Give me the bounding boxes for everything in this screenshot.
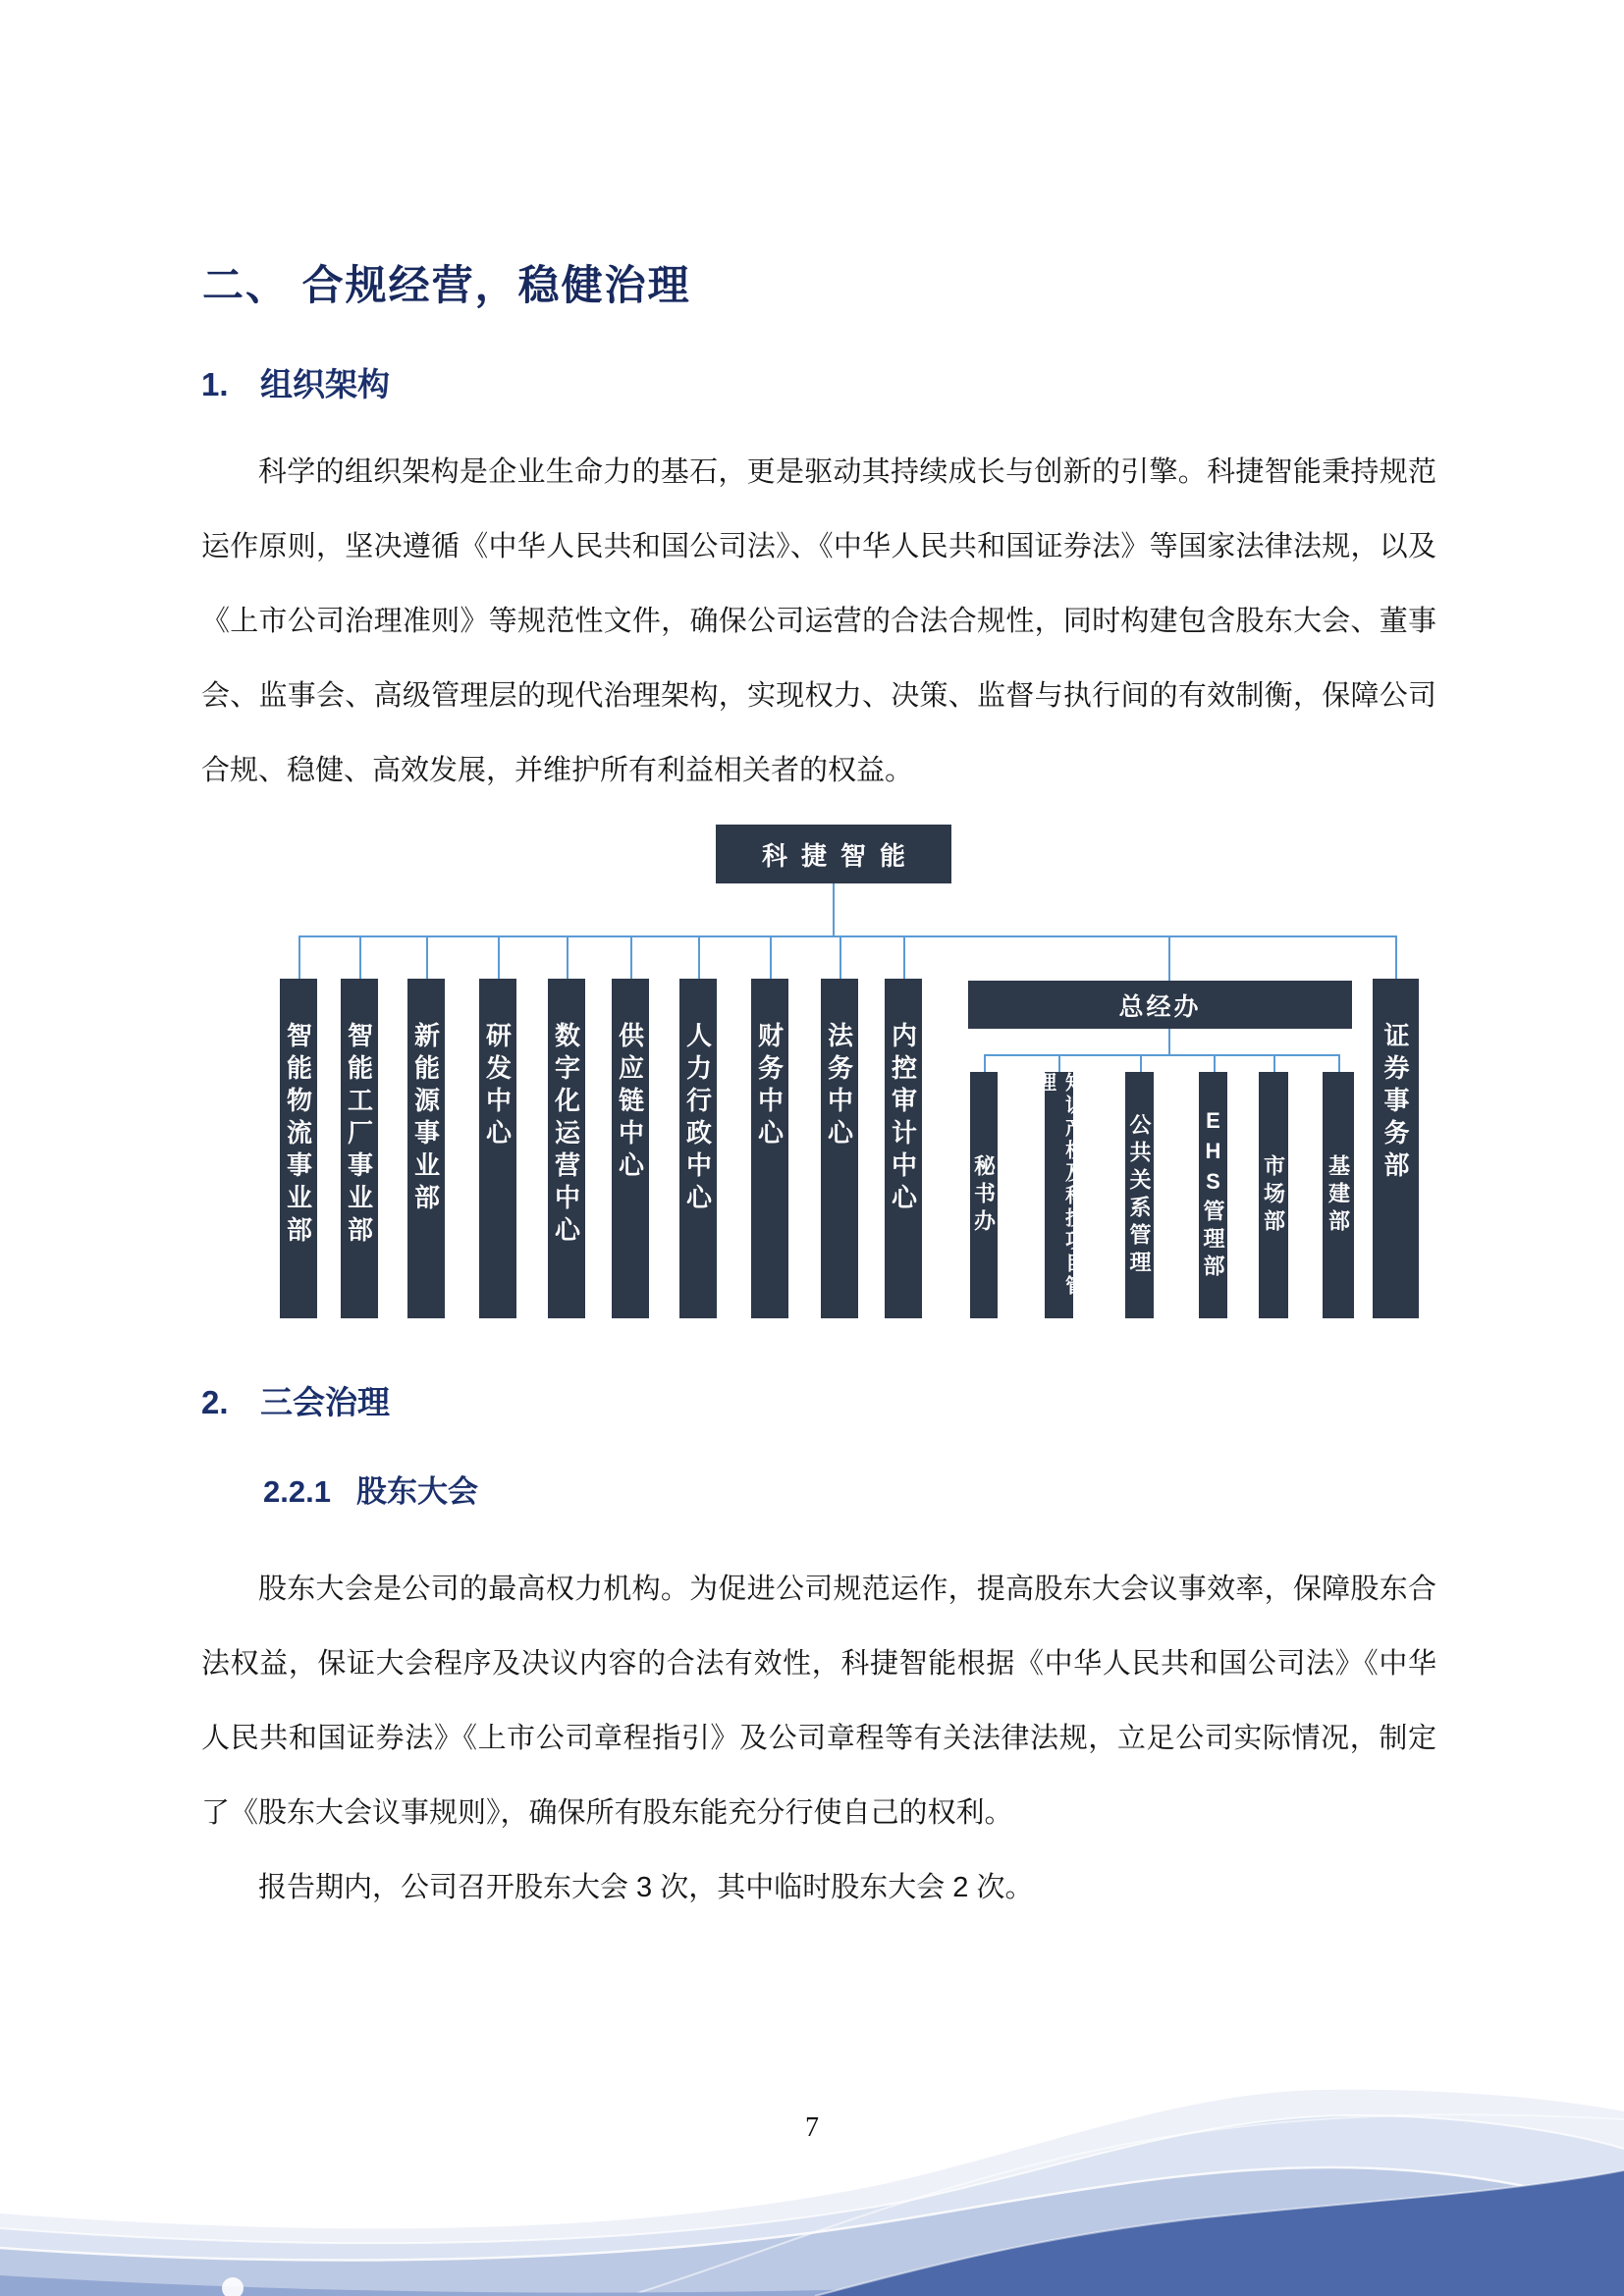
org-node-label: 科捷智能 xyxy=(761,840,919,871)
org-node-marketing-dept xyxy=(1259,1072,1288,1318)
org-node-ip-tech-project-mgmt xyxy=(1033,1072,1084,1318)
org-node-root-company xyxy=(716,825,951,883)
org-node-label: 知识产权及科技项目管理 xyxy=(1033,1072,1084,1298)
subsection-number: 2. xyxy=(201,1384,229,1420)
org-connector-substub xyxy=(1214,1054,1216,1072)
org-connector-gm-drop xyxy=(1168,1029,1170,1054)
org-connector-stub xyxy=(426,935,428,979)
org-connector-substub xyxy=(984,1054,986,1072)
org-connector-gm-rail xyxy=(984,1054,1338,1056)
org-node-securities-affairs-dept xyxy=(1373,979,1419,1318)
org-node-label: 新能源事业部 xyxy=(410,1022,441,1216)
org-node-secretary-office xyxy=(970,1072,998,1318)
org-node-label: 市场部 xyxy=(1261,1153,1286,1237)
org-node-smart-factory-bu xyxy=(341,979,378,1318)
org-connector-stub-securities xyxy=(1395,935,1397,979)
org-connector-root-drop xyxy=(833,883,835,935)
paragraph-org-structure xyxy=(201,435,1436,808)
org-connector-main-rail xyxy=(298,935,1396,937)
org-node-internal-audit-center xyxy=(885,979,922,1318)
subsubsection-title-shareholders-meeting xyxy=(263,1467,478,1511)
org-node-label: 数字化运营中心 xyxy=(551,1022,581,1249)
org-connector-stub xyxy=(298,935,300,979)
paragraph-shareholders-meeting xyxy=(201,1552,1436,1925)
org-connector-stub xyxy=(630,935,632,979)
org-node-ehs-mgmt-dept xyxy=(1199,1072,1227,1318)
org-node-label: 秘书办 xyxy=(971,1153,997,1237)
org-node-label: 人力行政中心 xyxy=(682,1022,713,1216)
subsection-title-org-structure xyxy=(201,359,390,405)
org-node-label: 智能物流事业部 xyxy=(283,1022,313,1249)
org-node-gm-office xyxy=(968,981,1352,1029)
subsubsection-number: 2.2.1 xyxy=(263,1474,331,1509)
page-number: 7 xyxy=(805,2112,819,2143)
paragraph-text: 科学的组织架构是企业生命力的基石，更是驱动其持续成长与创新的引擎。科捷智能秉持规范运作原则，坚决遵循《中华人民共和国公司法》、《中华人民共和国证券法》等国家法律法规，以及《上市公司治理准则》等规范性文件，确保公司运营的合法合规性，同时构建包含股东大会、董事会、监事会、高级管理层的现代治理架构，实现权力、决策、监督与执行间的有效制衡，保障公司合规、稳健、高效发展，并维护所有利益相关者的权益。 xyxy=(201,456,1436,786)
subsubsection-label: 股东大会 xyxy=(355,1474,478,1509)
org-connector-stub xyxy=(770,935,772,979)
org-node-label: 财务中心 xyxy=(754,1022,785,1151)
org-node-hr-admin-center xyxy=(679,979,717,1318)
org-node-label: 供应链中心 xyxy=(615,1022,645,1184)
paragraph-text: 报告期内，公司召开股东大会 3 次，其中临时股东大会 2 次。 xyxy=(258,1872,1034,1903)
org-connector-stub xyxy=(567,935,568,979)
org-chart xyxy=(0,825,1624,1330)
org-connector-stub xyxy=(498,935,500,979)
org-connector-substub xyxy=(1140,1054,1142,1072)
org-node-rnd-center xyxy=(479,979,516,1318)
org-node-label: 基建部 xyxy=(1326,1153,1351,1237)
org-node-new-energy-bu xyxy=(407,979,445,1318)
org-node-infrastructure-dept xyxy=(1323,1072,1354,1318)
org-node-label: EHS管理部 xyxy=(1201,1108,1225,1282)
footer-wave-decoration xyxy=(0,2002,1624,2296)
org-connector-stub xyxy=(839,935,841,979)
org-node-label: 总经办 xyxy=(1118,992,1202,1021)
org-node-label: 研发中心 xyxy=(482,1022,513,1151)
subsection-number: 1. xyxy=(201,366,229,402)
subsection-label: 组织架构 xyxy=(260,366,390,402)
org-node-smart-logistics-bu xyxy=(280,979,317,1318)
org-node-supply-chain-center xyxy=(612,979,649,1318)
org-node-label: 智能工厂事业部 xyxy=(344,1022,374,1249)
org-node-digital-operations-center xyxy=(548,979,585,1318)
org-connector-stub xyxy=(359,935,361,979)
paragraph-text: 股东大会是公司的最高权力机构。为促进公司规范运作，提高股东大会议事效率，保障股东合法权益，保证大会程序及决议内容的合法有效性，科捷智能根据《中华人民共和国公司法》《中华人民共和国证券法》《上市公司章程指引》及公司章程等有关法律法规，立足公司实际情况，制定了《股东大会议事规则》，确保所有股东能充分行使自己的权利。 xyxy=(201,1574,1436,1829)
section-title: 二、 合规经营，稳健治理 xyxy=(202,262,691,308)
org-node-label: 证券事务部 xyxy=(1380,1022,1410,1184)
subsection-label: 三会治理 xyxy=(260,1384,390,1420)
org-node-label: 公共关系管理 xyxy=(1127,1112,1152,1278)
org-node-label: 法务中心 xyxy=(824,1022,854,1151)
org-node-label: 内控审计中心 xyxy=(888,1022,918,1216)
org-connector-substub xyxy=(1058,1054,1060,1072)
org-node-legal-center xyxy=(821,979,858,1318)
org-node-public-relations-mgmt xyxy=(1125,1072,1154,1318)
org-connector-substub xyxy=(1273,1054,1275,1072)
org-node-finance-center xyxy=(751,979,788,1318)
org-connector-stub xyxy=(698,935,700,979)
org-connector-substub xyxy=(1338,1054,1340,1072)
subsection-title-three-meetings xyxy=(201,1377,390,1423)
org-connector-stub xyxy=(903,935,905,979)
org-connector-stub-gm xyxy=(1168,935,1170,981)
